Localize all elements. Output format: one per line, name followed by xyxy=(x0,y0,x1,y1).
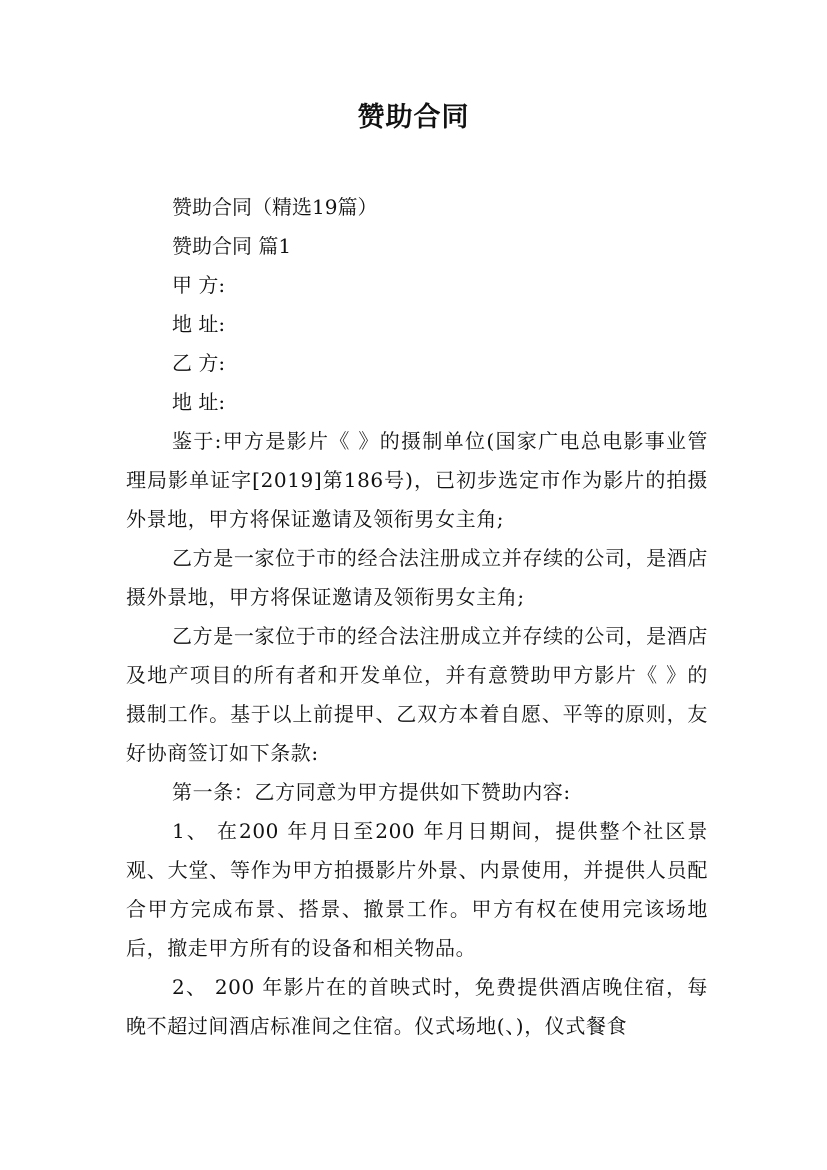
paragraph-party-b-intro: 乙方是一家位于市的经合法注册成立并存续的公司，是酒店摄外景地，甲方将保证邀请及领衔男女主角; xyxy=(126,546,708,609)
document-title: 赞助合同 xyxy=(357,102,470,133)
document-body xyxy=(126,188,708,1046)
paragraph-item-two: 2、 200 年影片在的首映式时，免费提供酒店晚住宿，每晚不超过间酒店标准间之住宿。仪式场地(、)，仪式餐食 xyxy=(126,975,708,1038)
party-b-label: 乙 方: xyxy=(172,351,226,375)
document-subtitle: 赞助合同（精选19篇） xyxy=(172,195,378,219)
address-a-label: 地 址: xyxy=(172,312,226,336)
paragraph-recital: 鉴于:甲方是影片《 》的摄制单位(国家广电总电影事业管理局影单证字[2019]第186号)，已初步选定市作为影片的拍摄外景地，甲方将保证邀请及领衔男女主角; xyxy=(126,429,708,531)
paragraph-party-b-detail: 乙方是一家位于市的经合法注册成立并存续的公司，是酒店及地产项目的所有者和开发单位，并有意赞助甲方影片《 》的摄制工作。基于以上前提甲、乙双方本着自愿、平等的原则，友好协商签订如下条款: xyxy=(126,624,708,765)
paragraph-article-one: 第一条：乙方同意为甲方提供如下赞助内容: xyxy=(172,780,571,804)
address-b-label: 地 址: xyxy=(172,390,226,414)
party-a-label: 甲 方: xyxy=(172,273,226,297)
section-heading: 赞助合同 篇1 xyxy=(172,234,292,258)
paragraph-item-one: 1、 在200 年月日至200 年月日期间，提供整个社区景观、大堂、等作为甲方拍摄影片外景、内景使用，并提供人员配合甲方完成布景、搭景、撤景工作。甲方有权在使用完该场地后，撤走甲方所有的设备和相关物品。 xyxy=(126,819,708,960)
